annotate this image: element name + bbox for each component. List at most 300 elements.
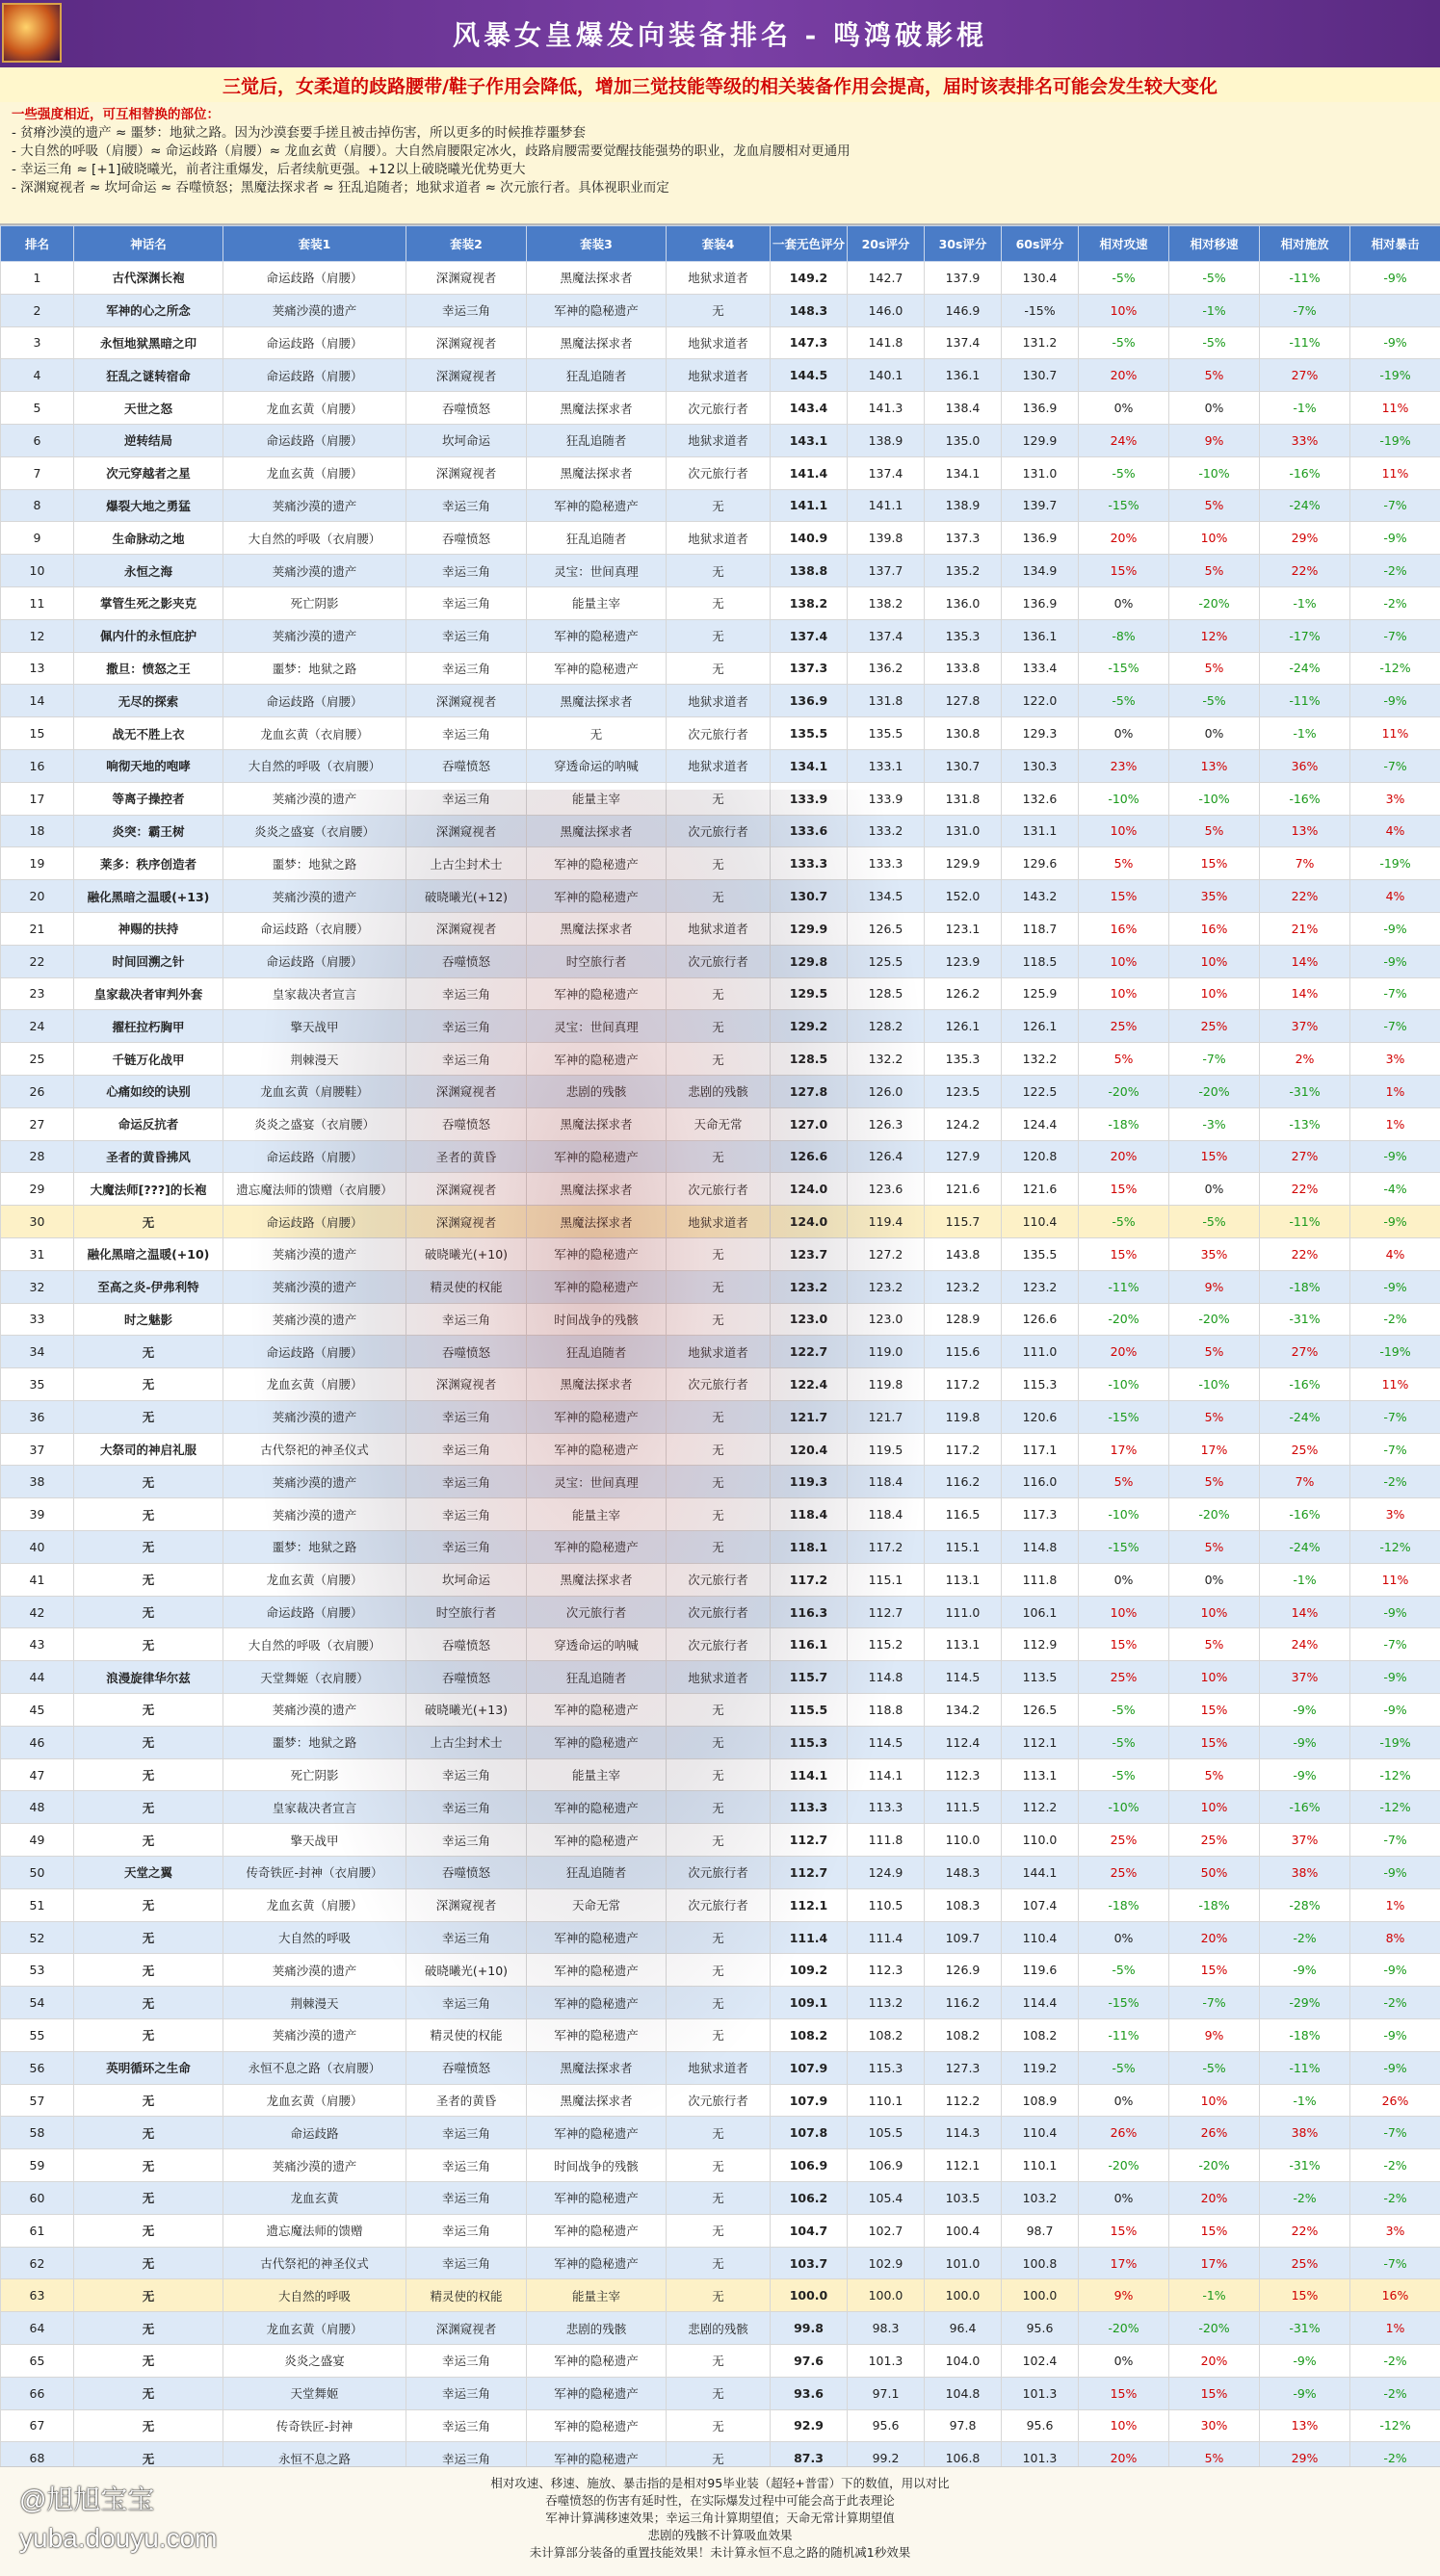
table-cell: 上古尘封术士 bbox=[406, 1726, 527, 1758]
table-cell: 5% bbox=[1169, 1400, 1260, 1433]
table-cell: 124.9 bbox=[848, 1857, 925, 1889]
table-cell: 98.3 bbox=[848, 2312, 925, 2345]
table-cell: 133.4 bbox=[1002, 652, 1079, 685]
table-cell: -20% bbox=[1169, 1498, 1260, 1531]
table-cell: 37% bbox=[1260, 1661, 1350, 1694]
table-cell: 无 bbox=[74, 1726, 223, 1758]
table-cell: 110.0 bbox=[925, 1824, 1002, 1857]
table-cell: 22% bbox=[1260, 555, 1350, 587]
table-row bbox=[1, 1888, 1440, 1921]
table-cell: 穿透命运的呐喊 bbox=[527, 1628, 667, 1661]
table-cell: 大魔法师[???]的长袍 bbox=[74, 1173, 223, 1206]
table-row bbox=[1, 1043, 1440, 1076]
table-cell: 146.9 bbox=[925, 294, 1002, 326]
table-cell: 141.3 bbox=[848, 392, 925, 425]
table-cell: 无 bbox=[667, 1237, 771, 1270]
table-cell: 113.2 bbox=[848, 1987, 925, 2019]
table-cell: 17% bbox=[1079, 1433, 1169, 1466]
table-cell: 11 bbox=[1, 586, 74, 619]
table-cell: 143.2 bbox=[1002, 880, 1079, 913]
table-cell: 138.2 bbox=[771, 586, 848, 619]
table-cell: 129.9 bbox=[771, 912, 848, 945]
table-cell: 幸运三角 bbox=[406, 489, 527, 522]
table-cell: -11% bbox=[1260, 1206, 1350, 1238]
table-cell: -7% bbox=[1350, 1824, 1440, 1857]
table-cell: 10% bbox=[1169, 1661, 1260, 1694]
table-cell: 95.6 bbox=[1002, 2312, 1079, 2345]
table-cell: 128.5 bbox=[771, 1043, 848, 1076]
table-cell: 124.2 bbox=[925, 1107, 1002, 1140]
table-cell: 101.3 bbox=[1002, 2442, 1079, 2475]
table-cell: -9% bbox=[1350, 2019, 1440, 2052]
table-cell: 130.4 bbox=[1002, 262, 1079, 295]
table-cell: -5% bbox=[1079, 1694, 1169, 1727]
table-cell: 擎天战甲 bbox=[223, 1010, 406, 1043]
table-cell: 121.7 bbox=[848, 1400, 925, 1433]
table-cell: 25 bbox=[1, 1043, 74, 1076]
notes-line: - 深渊窥视者 ≈ 坎坷命运 ≈ 吞噬愤怒；黑魔法探求者 ≈ 狂乱追随者；地狱求道者 ≈ 次元旅行者。具体视职业而定 bbox=[12, 180, 669, 195]
table-cell: 3 bbox=[1, 326, 74, 359]
table-cell: 荚痛沙漠的遗产 bbox=[223, 294, 406, 326]
footer-notes bbox=[0, 2466, 1440, 2576]
table-cell: 龙血玄黄（肩腰） bbox=[223, 456, 406, 489]
table-cell: 次元旅行者 bbox=[667, 815, 771, 847]
table-cell: 融化黑暗之温暖(+10) bbox=[74, 1237, 223, 1270]
table-cell: 133.9 bbox=[848, 782, 925, 815]
table-cell: 幸运三角 bbox=[406, 1010, 527, 1043]
table-cell: -5% bbox=[1079, 1726, 1169, 1758]
table-cell: 92.9 bbox=[771, 2409, 848, 2442]
table-cell: 45 bbox=[1, 1694, 74, 1727]
table-cell: 35% bbox=[1169, 1237, 1260, 1270]
table-cell: 58 bbox=[1, 2117, 74, 2149]
table-cell: 31 bbox=[1, 1237, 74, 1270]
table-cell: 29% bbox=[1260, 2442, 1350, 2475]
table-cell: 13% bbox=[1260, 815, 1350, 847]
footer-line: 军神计算满移速效果；幸运三角计算期望值；天命无常计算期望值 bbox=[545, 2511, 895, 2525]
table-cell: 112.7 bbox=[771, 1857, 848, 1889]
table-cell: 131.8 bbox=[848, 685, 925, 717]
table-cell: 黑魔法探求者 bbox=[527, 912, 667, 945]
table-cell: 141.4 bbox=[771, 456, 848, 489]
table-cell: -5% bbox=[1169, 326, 1260, 359]
table-cell: 115.1 bbox=[925, 1531, 1002, 1564]
table-cell: 噩梦：地狱之路 bbox=[223, 847, 406, 880]
table-cell: -9% bbox=[1350, 1596, 1440, 1628]
table-cell: 无 bbox=[667, 1954, 771, 1987]
table-row bbox=[1, 1954, 1440, 1987]
table-cell: 次元旅行者 bbox=[667, 2084, 771, 2117]
table-cell: 14 bbox=[1, 685, 74, 717]
table-cell: 7% bbox=[1260, 847, 1350, 880]
table-cell: 115.3 bbox=[1002, 1368, 1079, 1401]
table-cell: 60 bbox=[1, 2182, 74, 2215]
table-cell: 5% bbox=[1079, 847, 1169, 880]
table-cell: 112.1 bbox=[1002, 1726, 1079, 1758]
table-row bbox=[1, 2247, 1440, 2279]
table-cell: 无 bbox=[74, 2117, 223, 2149]
table-cell: 无 bbox=[74, 1628, 223, 1661]
table-cell: 111.8 bbox=[848, 1824, 925, 1857]
table-cell: -19% bbox=[1350, 359, 1440, 392]
table-cell: 110.5 bbox=[848, 1888, 925, 1921]
table-cell: 地狱求道者 bbox=[667, 326, 771, 359]
table-cell: -5% bbox=[1079, 326, 1169, 359]
table-cell: 命运歧路（肩腰） bbox=[223, 1336, 406, 1368]
table-cell: 138.8 bbox=[771, 555, 848, 587]
table-cell: 无 bbox=[74, 1368, 223, 1401]
table-cell: 53 bbox=[1, 1954, 74, 1987]
table-cell: 20% bbox=[1169, 1921, 1260, 1954]
table-cell: -20% bbox=[1079, 1303, 1169, 1336]
table-cell: 幸运三角 bbox=[406, 1791, 527, 1824]
table-cell: 5% bbox=[1169, 652, 1260, 685]
table-cell: -9% bbox=[1350, 1694, 1440, 1727]
table-cell: -9% bbox=[1350, 685, 1440, 717]
table-cell: 103.5 bbox=[925, 2182, 1002, 2215]
table-cell: 128.2 bbox=[848, 1010, 925, 1043]
table-cell: 129.3 bbox=[1002, 717, 1079, 750]
table-cell: 幸运三角 bbox=[406, 1433, 527, 1466]
table-cell: 119.2 bbox=[1002, 2051, 1079, 2084]
table-row bbox=[1, 1824, 1440, 1857]
table-cell: 126.6 bbox=[1002, 1303, 1079, 1336]
table-cell: 深渊窥视者 bbox=[406, 1368, 527, 1401]
table-cell: 幸运三角 bbox=[406, 1400, 527, 1433]
table-cell: 116.1 bbox=[771, 1628, 848, 1661]
table-cell: 95.6 bbox=[1002, 2409, 1079, 2442]
table-cell: -19% bbox=[1350, 424, 1440, 456]
table-row bbox=[1, 1140, 1440, 1173]
table-cell: 137.7 bbox=[848, 555, 925, 587]
table-cell: 112.4 bbox=[925, 1726, 1002, 1758]
table-cell: 136.2 bbox=[848, 652, 925, 685]
table-cell: 深渊窥视者 bbox=[406, 1173, 527, 1206]
table-cell: -2% bbox=[1260, 1921, 1350, 1954]
table-cell: 永恒不息之路（衣肩腰） bbox=[223, 2051, 406, 2084]
table-cell: 命运歧路 bbox=[223, 2117, 406, 2149]
table-cell: -9% bbox=[1350, 522, 1440, 555]
table-row bbox=[1, 1628, 1440, 1661]
table-cell: 幸运三角 bbox=[406, 586, 527, 619]
table-cell: 精灵使的权能 bbox=[406, 2019, 527, 2052]
table-cell: 深渊窥视者 bbox=[406, 815, 527, 847]
table-cell: -7% bbox=[1350, 977, 1440, 1010]
column-header: 相对暴击 bbox=[1350, 226, 1440, 262]
table-cell: 军神的隐秘遗产 bbox=[527, 880, 667, 913]
table-cell: 时间战争的残骸 bbox=[527, 2149, 667, 2182]
table-cell: 幸运三角 bbox=[406, 1303, 527, 1336]
table-row bbox=[1, 880, 1440, 913]
table-cell: 20% bbox=[1169, 2182, 1260, 2215]
table-cell: 123.2 bbox=[848, 1270, 925, 1303]
table-cell: 幸运三角 bbox=[406, 2182, 527, 2215]
table-cell: 136.9 bbox=[1002, 586, 1079, 619]
table-cell: 37 bbox=[1, 1433, 74, 1466]
table-cell: 107.9 bbox=[771, 2084, 848, 2117]
table-cell: 黑魔法探求者 bbox=[527, 326, 667, 359]
table-cell: 大自然的呼吸 bbox=[223, 2279, 406, 2312]
table-cell: 13% bbox=[1169, 749, 1260, 782]
table-cell: 141.1 bbox=[771, 489, 848, 522]
table-cell: 140.9 bbox=[771, 522, 848, 555]
table-cell: 炎炎之盛宴（衣肩腰） bbox=[223, 1107, 406, 1140]
table-cell: 15 bbox=[1, 717, 74, 750]
table-cell: 幸运三角 bbox=[406, 2149, 527, 2182]
table-cell: -5% bbox=[1169, 262, 1260, 295]
table-cell: 108.2 bbox=[925, 2019, 1002, 2052]
table-cell: 0% bbox=[1079, 2182, 1169, 2215]
table-cell: 118.1 bbox=[771, 1531, 848, 1564]
table-cell: -1% bbox=[1260, 717, 1350, 750]
table-cell: 幸运三角 bbox=[406, 1531, 527, 1564]
table-cell: -7% bbox=[1260, 294, 1350, 326]
table-cell: 117.2 bbox=[771, 1563, 848, 1596]
table-cell: 114.1 bbox=[848, 1758, 925, 1791]
table-cell: 143.8 bbox=[925, 1237, 1002, 1270]
table-cell: 149.2 bbox=[771, 262, 848, 295]
table-cell: 幸运三角 bbox=[406, 2442, 527, 2475]
table-cell: -9% bbox=[1350, 2051, 1440, 2084]
column-header: 排名 bbox=[1, 226, 74, 262]
table-cell: 147.3 bbox=[771, 326, 848, 359]
table-cell: -11% bbox=[1079, 1270, 1169, 1303]
table-row bbox=[1, 2084, 1440, 2117]
table-cell: 军神的隐秘遗产 bbox=[527, 1921, 667, 1954]
table-cell: 130.8 bbox=[925, 717, 1002, 750]
table-cell: 126.4 bbox=[848, 1140, 925, 1173]
table-cell: 次元旅行者 bbox=[667, 456, 771, 489]
table-cell: -19% bbox=[1350, 847, 1440, 880]
table-cell: 57 bbox=[1, 2084, 74, 2117]
table-cell: -9% bbox=[1350, 326, 1440, 359]
table-cell: 20% bbox=[1079, 2442, 1169, 2475]
table-cell: 大自然的呼吸（衣肩腰） bbox=[223, 1628, 406, 1661]
table-cell: 融化黑暗之温暖(+13) bbox=[74, 880, 223, 913]
table-cell: -5% bbox=[1079, 456, 1169, 489]
table-cell: 121.6 bbox=[925, 1173, 1002, 1206]
table-cell: 永恒之海 bbox=[74, 555, 223, 587]
table-cell: 地狱求道者 bbox=[667, 912, 771, 945]
table-cell: 地狱求道者 bbox=[667, 359, 771, 392]
table-cell: 10% bbox=[1079, 294, 1169, 326]
table-cell: -1% bbox=[1260, 392, 1350, 425]
table-cell: 126.1 bbox=[925, 1010, 1002, 1043]
table-cell: 15% bbox=[1260, 2279, 1350, 2312]
table-cell: 17% bbox=[1079, 2247, 1169, 2279]
table-cell: -9% bbox=[1260, 2377, 1350, 2409]
table-cell: 47 bbox=[1, 1758, 74, 1791]
table-cell: 62 bbox=[1, 2247, 74, 2279]
table-cell: 137.3 bbox=[925, 522, 1002, 555]
table-cell: 136.9 bbox=[1002, 392, 1079, 425]
table-cell: 119.5 bbox=[848, 1433, 925, 1466]
table-cell: -11% bbox=[1260, 2051, 1350, 2084]
table-cell: 54 bbox=[1, 1987, 74, 2019]
table-cell: 黑魔法探求者 bbox=[527, 1563, 667, 1596]
table-cell: 吞噬愤怒 bbox=[406, 392, 527, 425]
table-cell: 5% bbox=[1169, 1531, 1260, 1564]
table-cell: 无 bbox=[667, 2409, 771, 2442]
table-cell: 59 bbox=[1, 2149, 74, 2182]
table-cell: 139.8 bbox=[848, 522, 925, 555]
table-cell: 龙血玄黄（肩腰鞋） bbox=[223, 1075, 406, 1107]
table-cell: 66 bbox=[1, 2377, 74, 2409]
table-cell: 26% bbox=[1079, 2117, 1169, 2149]
table-cell: 115.3 bbox=[771, 1726, 848, 1758]
table-cell: 幸运三角 bbox=[406, 2409, 527, 2442]
table-cell: 120.8 bbox=[1002, 1140, 1079, 1173]
table-cell: 次元旅行者 bbox=[527, 1596, 667, 1628]
table-cell: 吞噬愤怒 bbox=[406, 1336, 527, 1368]
table-cell: 无 bbox=[74, 2442, 223, 2475]
table-cell: 狂乱追随者 bbox=[527, 1661, 667, 1694]
table-cell: -20% bbox=[1079, 2149, 1169, 2182]
table-cell: 幸运三角 bbox=[406, 782, 527, 815]
table-cell: 123.6 bbox=[848, 1173, 925, 1206]
table-cell: 10% bbox=[1169, 945, 1260, 977]
table-cell: 吞噬愤怒 bbox=[406, 749, 527, 782]
table-cell: 深渊窥视者 bbox=[406, 359, 527, 392]
table-cell: 135.3 bbox=[925, 1043, 1002, 1076]
table-cell: 无 bbox=[667, 294, 771, 326]
table-cell: 无 bbox=[74, 1921, 223, 1954]
table-cell: 佩内什的永恒庇护 bbox=[74, 619, 223, 652]
table-cell: 10% bbox=[1079, 815, 1169, 847]
table-cell: 10% bbox=[1169, 522, 1260, 555]
table-cell: 112.2 bbox=[1002, 1791, 1079, 1824]
table-cell: 无 bbox=[74, 1987, 223, 2019]
notes-line: - 贫瘠沙漠的遗产 ≈ 噩梦：地狱之路。因为沙漠套要手搓且被击掉伤害，所以更多的时候推荐噩梦套 bbox=[12, 125, 587, 141]
table-cell: 17 bbox=[1, 782, 74, 815]
table-cell: 16% bbox=[1079, 912, 1169, 945]
table-cell: 英明循环之生命 bbox=[74, 2051, 223, 2084]
table-cell: 5% bbox=[1169, 815, 1260, 847]
table-row bbox=[1, 1433, 1440, 1466]
table-cell: 5% bbox=[1169, 1336, 1260, 1368]
table-cell: -5% bbox=[1169, 2051, 1260, 2084]
table-cell: 龙血玄黄 bbox=[223, 2182, 406, 2215]
table-cell: 143.1 bbox=[771, 424, 848, 456]
table-cell: 122.4 bbox=[771, 1368, 848, 1401]
table-cell: 55 bbox=[1, 2019, 74, 2052]
table-cell: 109.7 bbox=[925, 1921, 1002, 1954]
table-cell: 104.7 bbox=[771, 2214, 848, 2247]
table-cell: -1% bbox=[1169, 294, 1260, 326]
table-cell: 无 bbox=[667, 1433, 771, 1466]
table-row bbox=[1, 1400, 1440, 1433]
table-cell: -7% bbox=[1350, 749, 1440, 782]
table-cell: 无 bbox=[667, 2117, 771, 2149]
table-cell: -15% bbox=[1079, 1987, 1169, 2019]
table-cell: -9% bbox=[1350, 1954, 1440, 1987]
table-cell: -9% bbox=[1260, 1726, 1350, 1758]
table-cell: 黑魔法探求者 bbox=[527, 1206, 667, 1238]
table-cell: 无 bbox=[667, 1758, 771, 1791]
table-cell: 死亡阴影 bbox=[223, 586, 406, 619]
table-cell: 无 bbox=[74, 1596, 223, 1628]
table-cell: 15% bbox=[1079, 1237, 1169, 1270]
table-cell: 112.7 bbox=[848, 1596, 925, 1628]
table-cell: 幸运三角 bbox=[406, 1498, 527, 1531]
table-cell: 黑魔法探求者 bbox=[527, 815, 667, 847]
table-cell: 荚痛沙漠的遗产 bbox=[223, 555, 406, 587]
table-cell: 129.2 bbox=[771, 1010, 848, 1043]
table-cell: 127.2 bbox=[848, 1237, 925, 1270]
table-cell: 9% bbox=[1169, 1270, 1260, 1303]
table-cell: 军神的隐秘遗产 bbox=[527, 652, 667, 685]
table-cell: -16% bbox=[1260, 1791, 1350, 1824]
table-cell: 命运歧路（肩腰） bbox=[223, 424, 406, 456]
table-cell: 地狱求道者 bbox=[667, 685, 771, 717]
table-cell: 127.8 bbox=[771, 1075, 848, 1107]
table-cell: 101.3 bbox=[848, 2345, 925, 2378]
table-cell: 无 bbox=[667, 782, 771, 815]
table-cell: 15% bbox=[1169, 847, 1260, 880]
table-cell: 战无不胜上衣 bbox=[74, 717, 223, 750]
table-cell: 千链万化战甲 bbox=[74, 1043, 223, 1076]
table-cell: 浪漫旋律华尔兹 bbox=[74, 1661, 223, 1694]
table-row bbox=[1, 1661, 1440, 1694]
table-cell: 无 bbox=[667, 1043, 771, 1076]
table-cell: 119.8 bbox=[925, 1400, 1002, 1433]
table-cell: 命运歧路（衣肩腰） bbox=[223, 912, 406, 945]
table-cell: 11% bbox=[1350, 1563, 1440, 1596]
table-cell: 精灵使的权能 bbox=[406, 2279, 527, 2312]
table-cell: 131.8 bbox=[925, 782, 1002, 815]
table-cell: -24% bbox=[1260, 1400, 1350, 1433]
table-cell: 15% bbox=[1079, 1173, 1169, 1206]
table-cell: 117.3 bbox=[1002, 1498, 1079, 1531]
table-cell: 123.2 bbox=[771, 1270, 848, 1303]
table-cell: 3% bbox=[1350, 1498, 1440, 1531]
table-cell: 20% bbox=[1079, 1140, 1169, 1173]
table-cell: 111.0 bbox=[1002, 1336, 1079, 1368]
table-cell: 130.3 bbox=[1002, 749, 1079, 782]
table-cell: 逆转结局 bbox=[74, 424, 223, 456]
table-cell: 67 bbox=[1, 2409, 74, 2442]
table-cell: 16 bbox=[1, 749, 74, 782]
table-cell: 幸运三角 bbox=[406, 294, 527, 326]
table-cell: 天堂舞姬 bbox=[223, 2377, 406, 2409]
table-cell: 123.2 bbox=[1002, 1270, 1079, 1303]
table-row bbox=[1, 847, 1440, 880]
table-cell: 地狱求道者 bbox=[667, 424, 771, 456]
table-cell: 106.9 bbox=[771, 2149, 848, 2182]
table-cell: 荆棘漫天 bbox=[223, 1987, 406, 2019]
table-cell: 无 bbox=[667, 2149, 771, 2182]
table-cell: 军神的隐秘遗产 bbox=[527, 1987, 667, 2019]
table-cell: 26 bbox=[1, 1075, 74, 1107]
table-cell: 死亡阴影 bbox=[223, 1758, 406, 1791]
table-cell: 110.1 bbox=[848, 2084, 925, 2117]
footer-line: 相对攻速、移速、施放、暴击指的是相对95毕业装（超轻+普雷）下的数值，用以对比 bbox=[490, 2476, 950, 2490]
table-cell: 荚痛沙漠的遗产 bbox=[223, 1466, 406, 1498]
table-cell: 119.4 bbox=[848, 1206, 925, 1238]
table-cell: 军神的隐秘遗产 bbox=[527, 2247, 667, 2279]
table-cell: 65 bbox=[1, 2345, 74, 2378]
column-header: 相对施放 bbox=[1260, 226, 1350, 262]
table-cell: 次元旅行者 bbox=[667, 717, 771, 750]
table-row bbox=[1, 912, 1440, 945]
table-cell: 126.1 bbox=[1002, 1010, 1079, 1043]
column-header: 相对移速 bbox=[1169, 226, 1260, 262]
table-row bbox=[1, 2214, 1440, 2247]
table-cell: -12% bbox=[1350, 652, 1440, 685]
table-cell: 115.3 bbox=[848, 2051, 925, 2084]
table-cell: 127.3 bbox=[925, 2051, 1002, 2084]
table-cell: 35% bbox=[1169, 880, 1260, 913]
